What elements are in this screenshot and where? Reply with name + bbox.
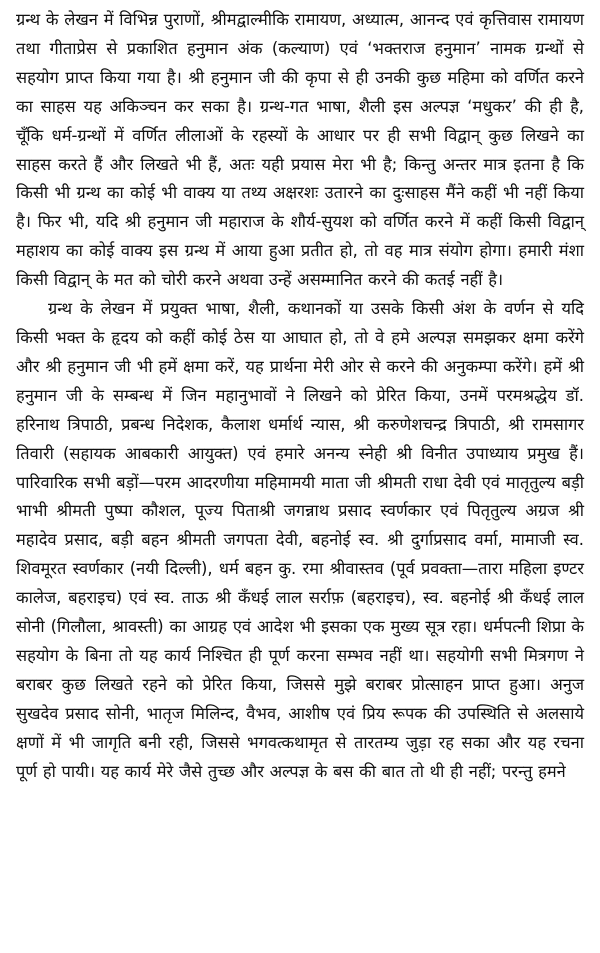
paragraph-1: ग्रन्थ के लेखन में विभिन्न पुराणों, श्रीमद्वाल्मीकि रामायण, अध्यात्म, आनन्द एवं कृत्तिवास रामायण तथा गीताप्रेस से प्रकाशित हनुमान अंक (कल्याण) एवं ‘भक्तराज हनुमान’ नामक ग्रन्थों से सहयोग प्राप्त किया गया है। श्री हनुमान जी की कृपा से ही उनकी कुछ महिमा को वर्णित करने का साहस यह अकिञ्चन कर सका है। ग्रन्थ-गत भाषा, शैली इस अल्पज्ञ ‘मधुकर’ की ही है, चूँकि धर्म-ग्रन्थों में वर्णित लीलाओं के रहस्यों के आधार पर ही सभी विद्वान् कुछ लिखने का साहस करते हैं और लिखते भी हैं, अतः यही प्रयास मेरा भी है; किन्तु अन्तर मात्र इतना है कि किसी भी ग्रन्थ का कोई भी वाक्य या तथ्य अक्षरशः उतारने का दुःसाहस मैंने कहीं भी नहीं किया है। फिर भी, यदि श्री हनुमान जी महाराज के शौर्य-सुयश को वर्णित करने में कहीं किसी विद्वान् महाशय का कोई वाक्य इस ग्रन्थ में आया हुआ प्रतीत हो, तो वह मात्र संयोग होगा। हमारी मंशा किसी विद्वान् के मत को चोरी करने अथवा उन्हें असम्मानित करने की कतई नहीं है। — [16, 10, 585, 290]
paragraph-2: ग्रन्थ के लेखन में प्रयुक्त भाषा, शैली, कथानकों या उसके किसी अंश के वर्णन से यदि किसी भक्त के हृदय को कहीं कोई ठेस या आघात हो, तो वे हमे अल्पज्ञ समझकर क्षमा करेंगे और श्री हनुमान जी भी हमें क्षमा करें, यह प्रार्थना मेरी ओर से करने की अनुकम्पा करेंगे। हमें श्री हनुमान जी के सम्बन्ध में जिन महानुभावों ने लिखने को प्रेरित किया, उनमें परमश्रद्धेय डॉ. हरिनाथ त्रिपाठी, प्रबन्ध निदेशक, कैलाश धर्मार्थ न्यास, श्री करुणेशचन्द्र त्रिपाठी, श्री रामसागर तिवारी (सहायक आबकारी आयुक्त) एवं हमारे अनन्य स्नेही श्री विनीत उपाध्याय प्रमुख हैं। पारिवारिक सभी बड़ों—परम आदरणीया महिमामयी माता जी श्रीमती राधा देवी एवं मातृतुल्य बड़ी भाभी श्रीमती पुष्पा कौशल, पूज्य पिताश्री जगन्नाथ प्रसाद स्वर्णकार एवं पितृतुल्य अग्रज श्री महादेव प्रसाद, बड़ी बहन श्रीमती जगपता देवी, बहनोई स्व. श्री दुर्गाप्रसाद वर्मा, मामाजी स्व. शिवमूरत स्वर्णकार (नयी दिल्ली), धर्म बहन कु. रमा श्रीवास्तव (पूर्व प्रवक्ता—तारा महिला इण्टर कालेज, बहराइच) एवं स्व. ताऊ श्री कँधई लाल सर्राफ़ (बहराइच), स्व. बहनोई श्री कँधई लाल सोनी (गिलौला, श्रावस्ती) का आग्रह एवं आदेश भी इसका एक मुख्य सूत्र रहा। धर्मपत्नी शिप्रा के सहयोग के बिना तो यह कार्य निश्चित ही पूर्ण करना सम्भव नहीं था। सहयोगी सभी मित्रगण ने बराबर कुछ लिखते रहने को प्रेरित किया, जिससे मुझे बराबर प्रोत्साहन प्राप्त हुआ। अनुज सुखदेव प्रसाद सोनी, भातृज मिलिन्द, वैभव, आशीष एवं प्रिय रूपक की उपस्थिति से अलसाये क्षणों में भी जागृति बनी रही, जिससे भगवत्कथामृत से तारतम्य जुड़ा रह सका और यह रचना पूर्ण हो पायी। यह कार्य मेरे जैसे तुच्छ और अल्पज्ञ के बस की बात तो थी ही नहीं; परन्तु हमने — [16, 299, 584, 781]
